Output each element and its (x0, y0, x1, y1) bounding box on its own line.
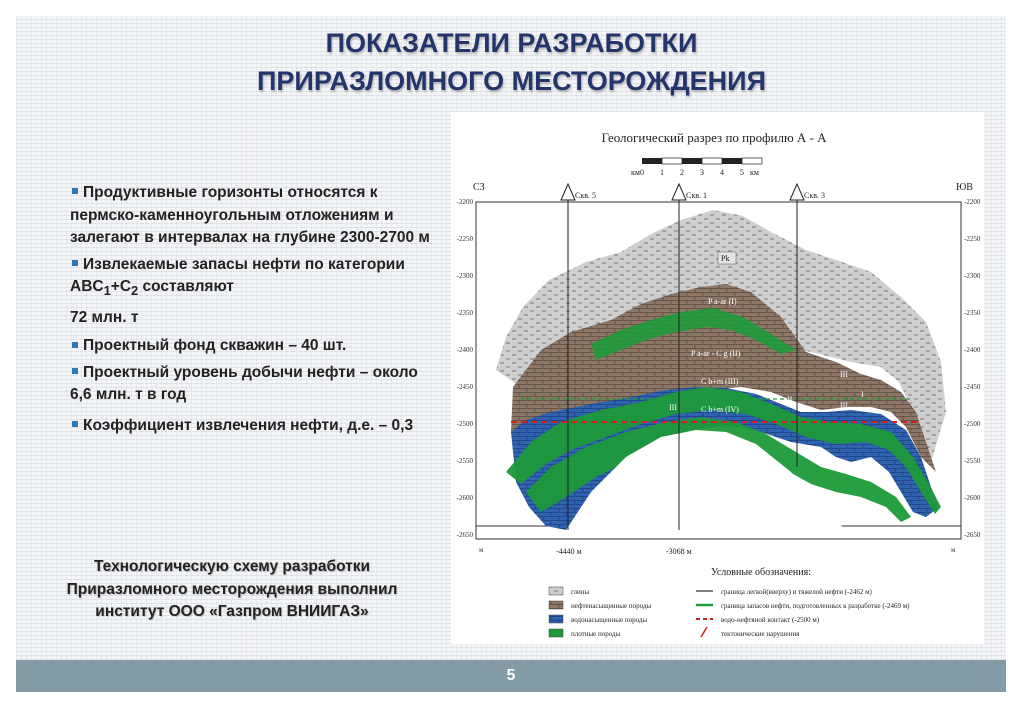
credit-text: Технологическую схему разработки Приразломного месторождения выполнил институт ООО «Газпром ВНИИГАЗ» (66, 558, 398, 620)
bullet-item (70, 335, 430, 358)
page-title (0, 24, 1023, 100)
depth-tick-label: -2300 (456, 272, 473, 280)
title-line-2: ПРИРАЗЛОМНОГО МЕСТОРОЖДЕНИЯ (257, 66, 766, 96)
well-bottom-label: -4440 м (556, 547, 582, 556)
layer-label: C b+m (IV) (701, 405, 739, 414)
legend-label: глины (571, 588, 590, 596)
bullet-text: Проектный фонд скважин – 40 шт. (83, 337, 347, 355)
scale-tick-label: 0 (640, 168, 644, 177)
zone-label: III (669, 403, 677, 412)
depth-tick-label: -2250 (964, 235, 981, 243)
scale-unit-label: км (631, 168, 640, 177)
bullet-square-icon (72, 260, 78, 266)
depth-tick-label: -2250 (456, 235, 473, 243)
well-name-label: Скв. 3 (804, 191, 825, 200)
legend-line-swatch (701, 627, 707, 637)
scale-unit-label: км (750, 168, 759, 177)
well-marker-icon (561, 184, 575, 200)
zone-label: II (787, 395, 793, 404)
bullet-item (70, 182, 430, 250)
depth-tick-label: -2500 (456, 420, 473, 428)
depth-tick-label: -2600 (964, 494, 981, 502)
legend-label: граница запасов нефти, подготовленных к разработке (-2469 м) (721, 602, 910, 610)
axis-unit-label: м (479, 546, 484, 554)
scale-tick-label: 5 (740, 168, 744, 177)
depth-tick-label: -2650 (456, 531, 473, 539)
depth-tick-label: -2550 (456, 457, 473, 465)
axis-unit-label: м (951, 546, 956, 554)
bullet-text: Коэффициент извлечения нефти, д.е. – 0,3 (83, 416, 414, 434)
depth-tick-label: -2550 (964, 457, 981, 465)
page-number: 5 (506, 667, 516, 684)
depth-tick-label: -2600 (456, 494, 473, 502)
bullet-text: +C (110, 278, 132, 295)
bullet-item (70, 415, 430, 438)
subscript: 2 (131, 283, 139, 299)
legend-swatch (549, 629, 563, 637)
legend-label: водо-нефтяной контакт (-2500 м) (721, 616, 820, 624)
bullet-text: составляют (138, 278, 234, 295)
direction-label-se: ЮВ (956, 182, 973, 193)
legend-swatch (549, 601, 563, 609)
well-marker-icon (790, 184, 804, 200)
depth-tick-label: -2650 (964, 531, 981, 539)
depth-tick-label: -2200 (456, 198, 473, 206)
legend-title: Условные обозначения: (710, 567, 812, 578)
scale-bar (631, 158, 762, 177)
bullet-item (70, 254, 430, 303)
bullet-text: Извлекаемые запасы нефти по категории ABC (70, 255, 405, 295)
bullet-text: Проектный уровень добычи нефти – около 6,6 млн. т в год (70, 363, 418, 404)
legend-label: плотные породы (571, 630, 621, 638)
depth-tick-label: -2400 (456, 346, 473, 354)
bullet-item (70, 362, 430, 407)
well-name-label: Скв. 1 (686, 191, 707, 200)
depth-tick-label: -2350 (964, 309, 981, 317)
bullet-square-icon (72, 421, 78, 427)
bullet-list (70, 182, 430, 441)
title-line-1: ПОКАЗАТЕЛИ РАЗРАБОТКИ (325, 28, 698, 58)
zone-label: I (861, 390, 864, 399)
depth-tick-label: -2300 (964, 272, 981, 280)
layer-label: P a-ar - C g (II) (691, 349, 741, 358)
scale-tick-label: 2 (680, 168, 684, 177)
scale-tick-label: 3 (700, 168, 704, 177)
legend-label: тектонические нарушения (721, 630, 800, 638)
subscript: 1 (103, 283, 111, 299)
depth-tick-label: -2400 (964, 346, 981, 354)
bullet-text: 72 млн. т (70, 308, 139, 326)
scale-tick-label: 1 (660, 168, 664, 177)
zone-label: IV (669, 435, 678, 444)
bullet-text: Продуктивные горизонты относятся к пермско-каменноугольным отложениям и залегают в интервалах на глубине 2300-2700 м (70, 184, 430, 246)
depth-tick-label: -2450 (964, 383, 981, 391)
bullet-square-icon (72, 342, 78, 348)
geological-section-figure (451, 112, 984, 644)
bullet-square-icon (72, 368, 78, 374)
scale-tick-label: 4 (720, 168, 724, 177)
layer-label: C b+m (III) (701, 377, 739, 386)
direction-label-nw: СЗ (473, 182, 485, 193)
legend (549, 587, 910, 638)
depth-tick-label: -2350 (456, 309, 473, 317)
footer-bar (16, 660, 1006, 692)
well-bottom-label: -3068 м (666, 547, 692, 556)
legend-label: водонасыщенные породы (571, 616, 648, 624)
section-svg (451, 112, 984, 644)
layer-label: P a-ar (I) (708, 297, 737, 306)
legend-label: нефтенасыщенные породы (571, 602, 652, 610)
legend-swatch (549, 587, 563, 595)
legend-swatch (549, 615, 563, 623)
layer-label: Pk (721, 254, 730, 263)
figure-title: Геологический разрез по профилю А - А (601, 130, 827, 145)
well-marker-icon (672, 184, 686, 200)
well-name-label: Скв. 5 (575, 191, 596, 200)
depth-tick-label: -2200 (964, 198, 981, 206)
zone-label: III (840, 370, 848, 379)
depth-tick-label: -2500 (964, 420, 981, 428)
bullet-square-icon (72, 188, 78, 194)
bullet-item-continuation (70, 307, 430, 330)
zone-label: III (840, 401, 848, 410)
legend-label: граница легкой(вверху) и тяжелой нефти (-2462 м) (721, 588, 872, 596)
depth-tick-label: -2450 (456, 383, 473, 391)
